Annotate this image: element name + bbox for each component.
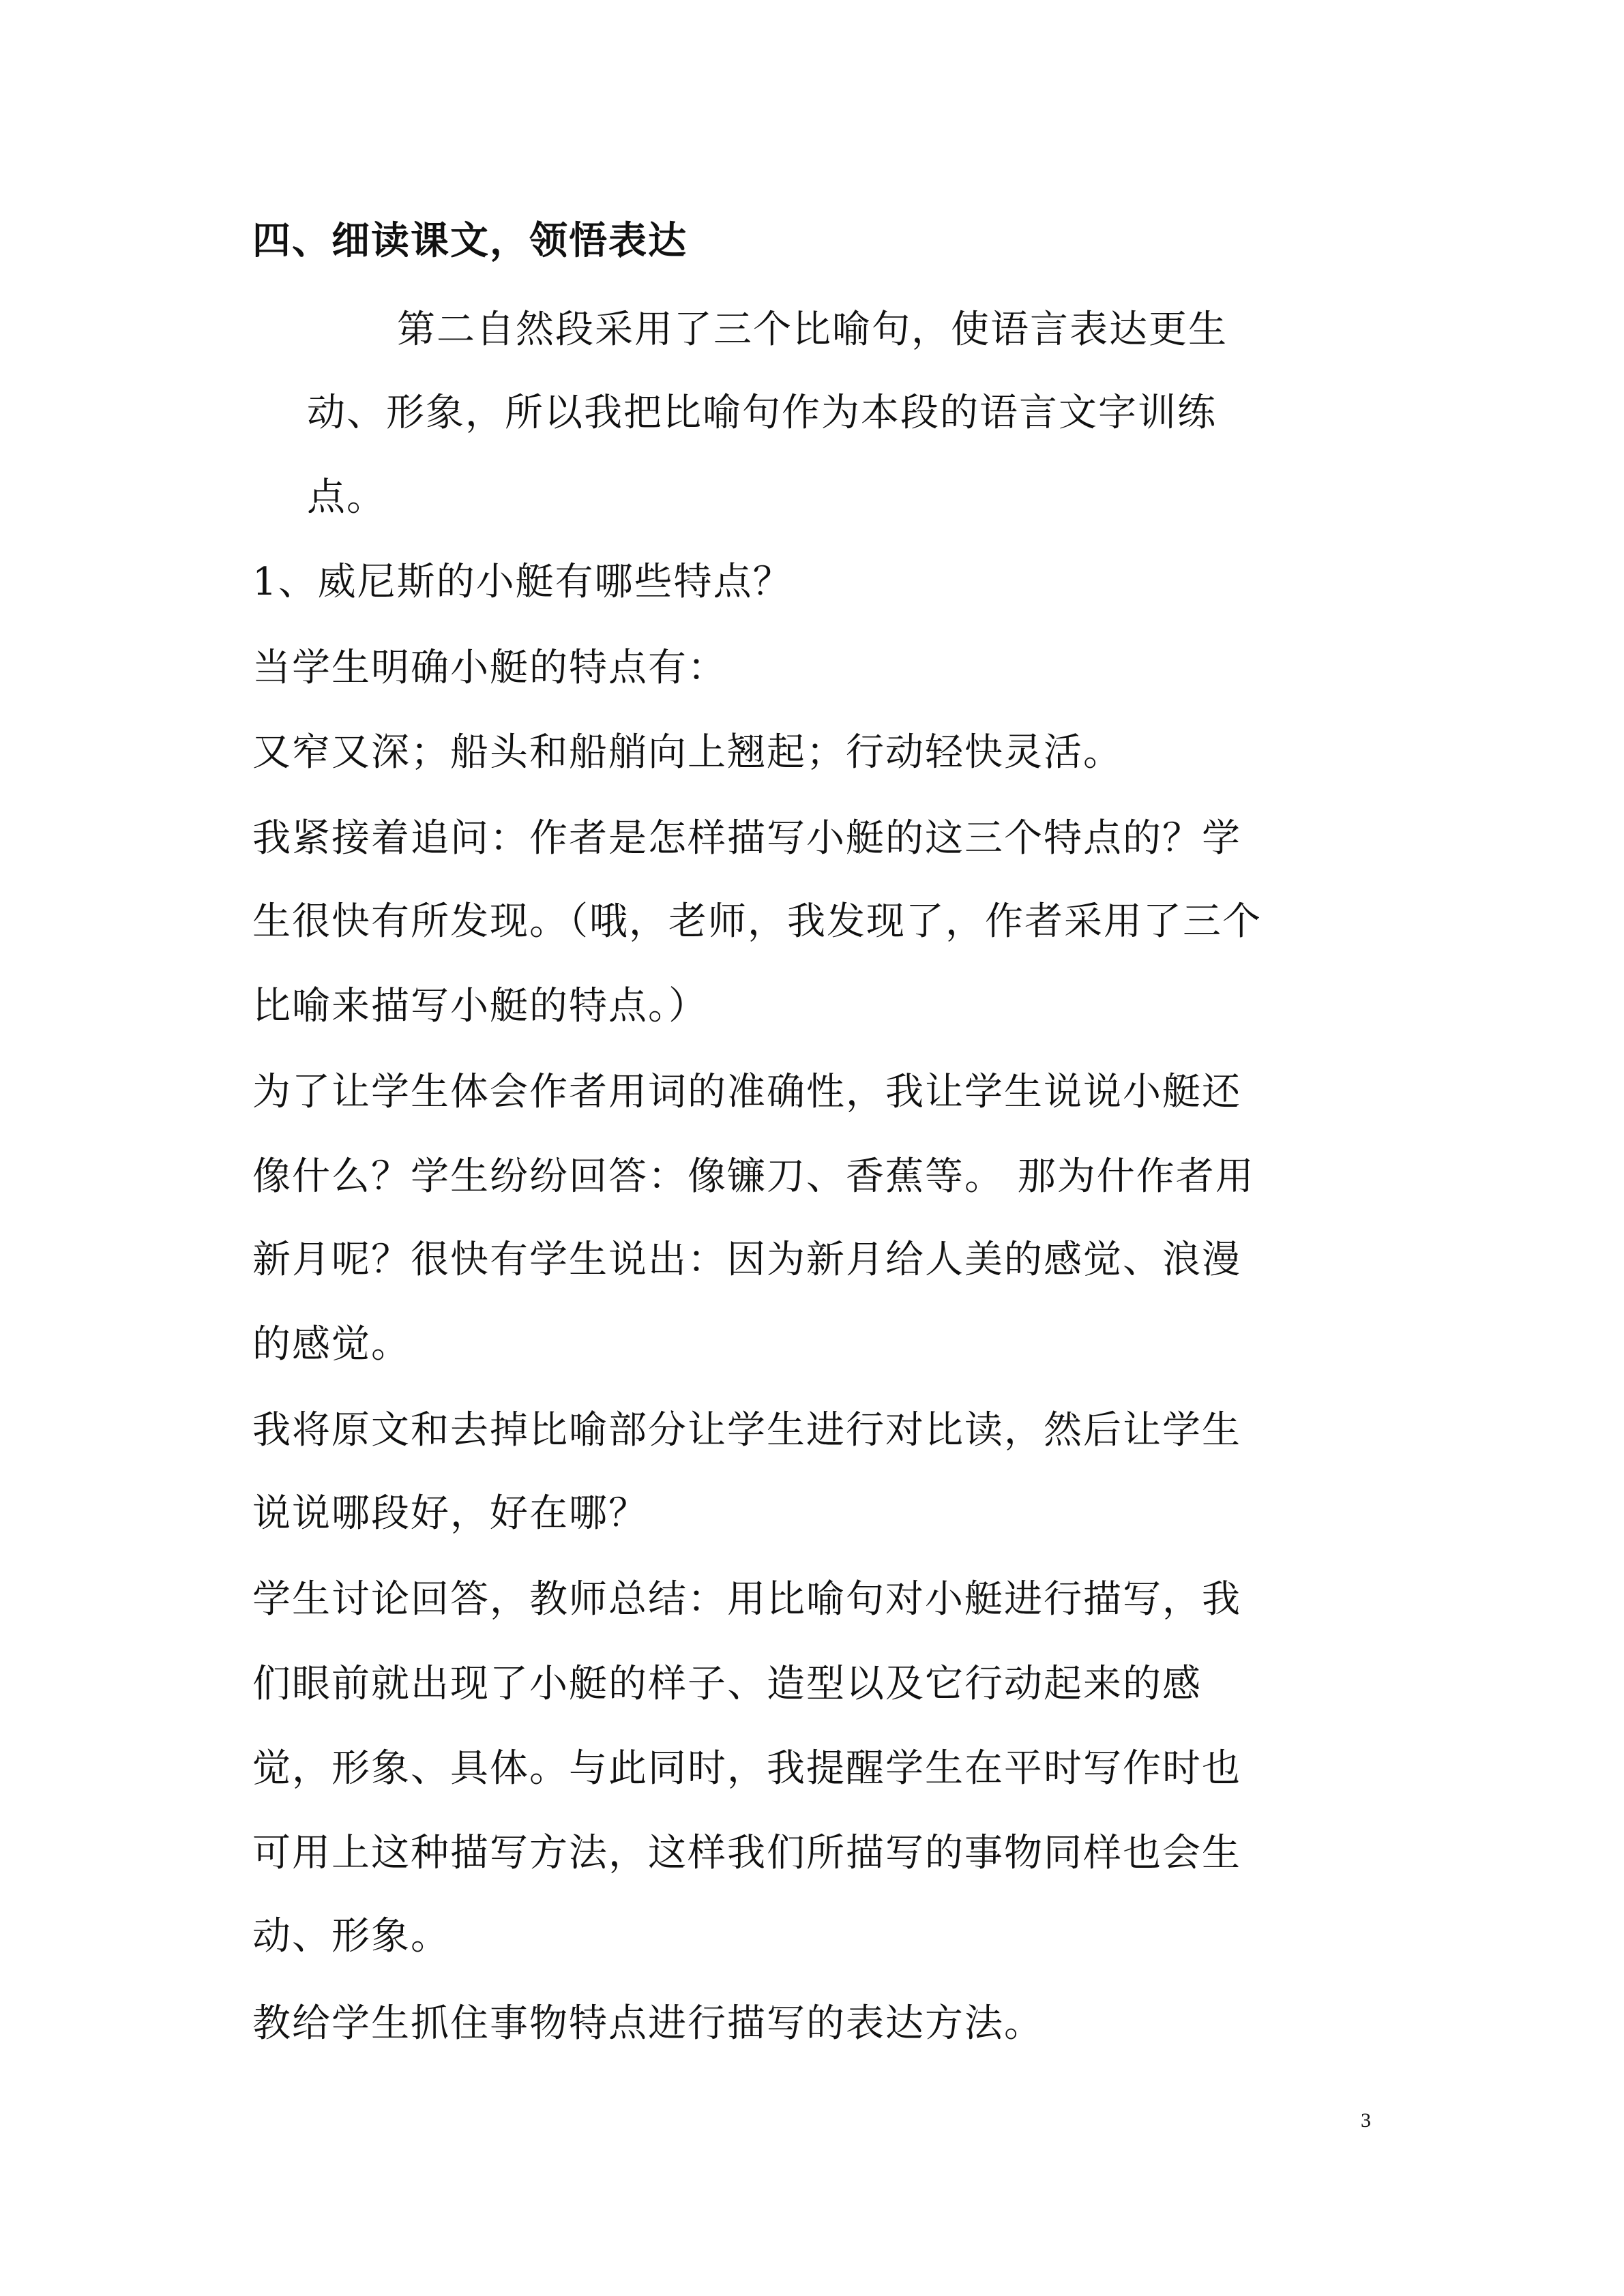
- paragraph-5-line-1: 我将原文和去掉比喻部分让学生进行对比读，然后让学生: [252, 1408, 1241, 1452]
- section-heading: 四、细读课文，领悟表达: [252, 219, 688, 263]
- paragraph-6-line-2: 们眼前就出现了小艇的样子、造型以及它行动起来的感: [252, 1662, 1202, 1706]
- paragraph-2: 又窄又深；船头和船艄向上翘起；行动轻快灵活。: [252, 730, 1123, 775]
- intro-line-2: 动、形象，所以我把比喻句作为本段的语言文字训练: [307, 391, 1217, 435]
- paragraph-1: 当学生明确小艇的特点有：: [252, 646, 727, 690]
- paragraph-3-line-2: 生很快有所发现。（哦，老师，我发现了，作者采用了三个: [252, 899, 1262, 944]
- paragraph-5-line-2: 说说哪段好，好在哪？: [252, 1491, 648, 1536]
- paragraph-6-line-3: 觉，形象、具体。与此同时，我提醒学生在平时写作时也: [252, 1746, 1241, 1791]
- paragraph-6-line-5: 动、形象。: [252, 1914, 450, 1958]
- question-1: 1、威尼斯的小艇有哪些特点？: [252, 560, 793, 604]
- paragraph-4-line-3: 新月呢？很快有学生说出：因为新月给人美的感觉、浪漫: [252, 1238, 1241, 1282]
- paragraph-4-line-4: 的感觉。: [252, 1322, 411, 1367]
- paragraph-7: 教给学生抓住事物特点进行描写的表达方法。: [252, 2001, 1044, 2046]
- paragraph-6-line-1: 学生讨论回答，教师总结：用比喻句对小艇进行描写，我: [252, 1577, 1241, 1622]
- paragraph-6-line-4: 可用上这种描写方法，这样我们所描写的事物同样也会生: [252, 1831, 1241, 1875]
- paragraph-4-line-1: 为了让学生体会作者用词的准确性，我让学生说说小艇还: [252, 1070, 1241, 1114]
- paragraph-3-line-3: 比喻来描写小艇的特点。）: [252, 984, 708, 1028]
- page-number: 3: [1361, 2109, 1371, 2132]
- intro-line-3: 点。: [307, 475, 386, 520]
- intro-line-1: 第二自然段采用了三个比喻句，使语言表达更生: [397, 308, 1228, 352]
- paragraph-3-line-1: 我紧接着追问：作者是怎样描写小艇的这三个特点的？学: [252, 816, 1241, 861]
- paragraph-4-line-2: 像什么？学生纷纷回答：像镰刀、香蕉等。 那为什作者用: [252, 1154, 1255, 1199]
